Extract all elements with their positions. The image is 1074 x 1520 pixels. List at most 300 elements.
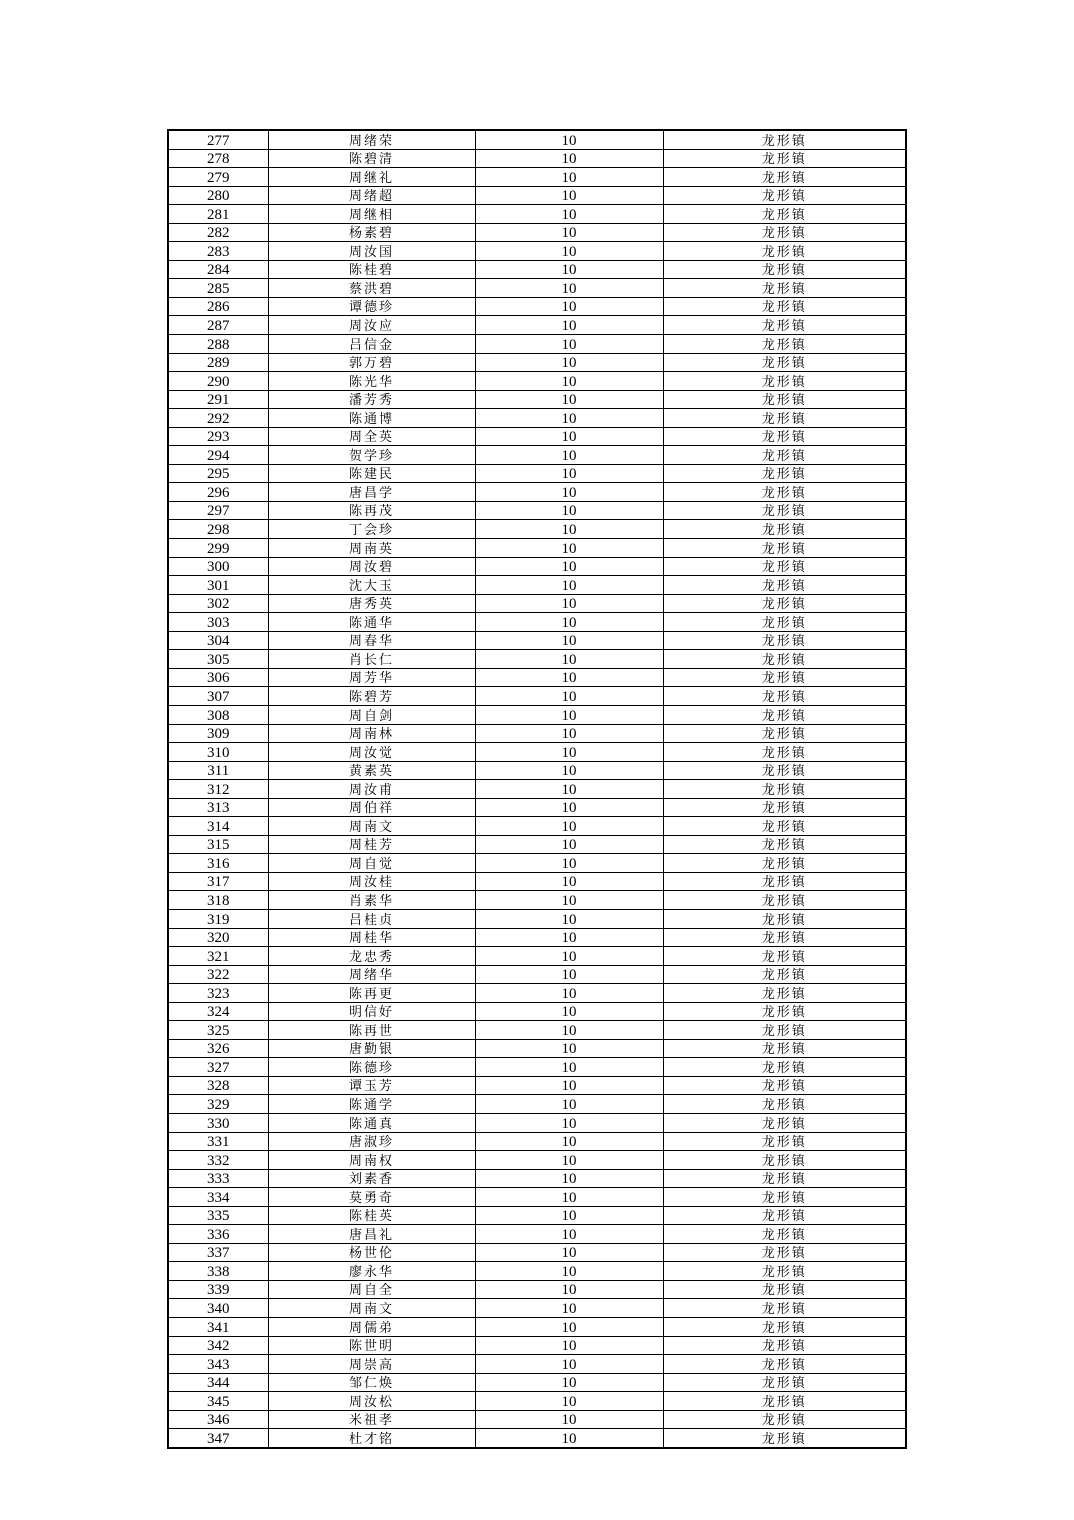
name-cell: 邹仁焕 bbox=[268, 1373, 475, 1392]
table-row bbox=[168, 984, 906, 1003]
town-cell: 龙形镇 bbox=[663, 576, 906, 595]
town-cell: 龙形镇 bbox=[663, 464, 906, 483]
amount-cell: 10 bbox=[475, 613, 663, 632]
row-number-cell: 300 bbox=[168, 557, 268, 576]
amount-cell: 10 bbox=[475, 872, 663, 891]
town-cell: 龙形镇 bbox=[663, 557, 906, 576]
name-cell: 潘芳秀 bbox=[268, 390, 475, 409]
table-row bbox=[168, 1336, 906, 1355]
table-row bbox=[168, 613, 906, 632]
table-row bbox=[168, 483, 906, 502]
amount-cell: 10 bbox=[475, 743, 663, 762]
table-row bbox=[168, 1243, 906, 1262]
row-number-cell: 304 bbox=[168, 631, 268, 650]
amount-cell: 10 bbox=[475, 1039, 663, 1058]
row-number-cell: 306 bbox=[168, 668, 268, 687]
row-number-cell: 330 bbox=[168, 1113, 268, 1132]
row-number-cell: 279 bbox=[168, 168, 268, 187]
name-cell: 周汝国 bbox=[268, 242, 475, 261]
table-row bbox=[168, 1318, 906, 1337]
name-cell: 陈再更 bbox=[268, 984, 475, 1003]
town-cell: 龙形镇 bbox=[663, 1113, 906, 1132]
amount-cell: 10 bbox=[475, 1299, 663, 1318]
amount-cell: 10 bbox=[475, 242, 663, 261]
table-row bbox=[168, 576, 906, 595]
row-number-cell: 314 bbox=[168, 817, 268, 836]
town-cell: 龙形镇 bbox=[663, 761, 906, 780]
roster-table-body bbox=[168, 130, 906, 1448]
town-cell: 龙形镇 bbox=[663, 520, 906, 539]
table-row bbox=[168, 1039, 906, 1058]
row-number-cell: 287 bbox=[168, 316, 268, 335]
town-cell: 龙形镇 bbox=[663, 1373, 906, 1392]
table-row bbox=[168, 1058, 906, 1077]
town-cell: 龙形镇 bbox=[663, 1188, 906, 1207]
row-number-cell: 305 bbox=[168, 650, 268, 669]
table-row bbox=[168, 1076, 906, 1095]
town-cell: 龙形镇 bbox=[663, 1095, 906, 1114]
table-row bbox=[168, 891, 906, 910]
table-row bbox=[168, 1225, 906, 1244]
name-cell: 周芳华 bbox=[268, 668, 475, 687]
table-row bbox=[168, 501, 906, 520]
name-cell: 唐秀英 bbox=[268, 594, 475, 613]
row-number-cell: 284 bbox=[168, 260, 268, 279]
town-cell: 龙形镇 bbox=[663, 1262, 906, 1281]
table-row bbox=[168, 965, 906, 984]
row-number-cell: 301 bbox=[168, 576, 268, 595]
row-number-cell: 332 bbox=[168, 1151, 268, 1170]
table-row bbox=[168, 446, 906, 465]
row-number-cell: 296 bbox=[168, 483, 268, 502]
amount-cell: 10 bbox=[475, 1280, 663, 1299]
name-cell: 蔡洪碧 bbox=[268, 279, 475, 298]
town-cell: 龙形镇 bbox=[663, 817, 906, 836]
name-cell: 周桂华 bbox=[268, 928, 475, 947]
row-number-cell: 297 bbox=[168, 501, 268, 520]
row-number-cell: 344 bbox=[168, 1373, 268, 1392]
name-cell: 周汝甫 bbox=[268, 780, 475, 799]
town-cell: 龙形镇 bbox=[663, 168, 906, 187]
town-cell: 龙形镇 bbox=[663, 390, 906, 409]
row-number-cell: 293 bbox=[168, 427, 268, 446]
row-number-cell: 319 bbox=[168, 909, 268, 928]
name-cell: 周绪华 bbox=[268, 965, 475, 984]
table-row bbox=[168, 743, 906, 762]
town-cell: 龙形镇 bbox=[663, 631, 906, 650]
town-cell: 龙形镇 bbox=[663, 705, 906, 724]
table-row bbox=[168, 557, 906, 576]
amount-cell: 10 bbox=[475, 1058, 663, 1077]
table-row bbox=[168, 909, 906, 928]
name-cell: 周南文 bbox=[268, 1299, 475, 1318]
row-number-cell: 282 bbox=[168, 223, 268, 242]
name-cell: 龙忠秀 bbox=[268, 947, 475, 966]
town-cell: 龙形镇 bbox=[663, 335, 906, 354]
row-number-cell: 341 bbox=[168, 1318, 268, 1337]
row-number-cell: 285 bbox=[168, 279, 268, 298]
row-number-cell: 302 bbox=[168, 594, 268, 613]
amount-cell: 10 bbox=[475, 260, 663, 279]
amount-cell: 10 bbox=[475, 668, 663, 687]
row-number-cell: 345 bbox=[168, 1392, 268, 1411]
row-number-cell: 311 bbox=[168, 761, 268, 780]
table-row bbox=[168, 130, 906, 149]
table-row bbox=[168, 520, 906, 539]
table-row bbox=[168, 650, 906, 669]
amount-cell: 10 bbox=[475, 1429, 663, 1448]
table-row bbox=[168, 724, 906, 743]
town-cell: 龙形镇 bbox=[663, 1132, 906, 1151]
name-cell: 陈桂英 bbox=[268, 1206, 475, 1225]
town-cell: 龙形镇 bbox=[663, 1076, 906, 1095]
amount-cell: 10 bbox=[475, 854, 663, 873]
name-cell: 明信好 bbox=[268, 1002, 475, 1021]
town-cell: 龙形镇 bbox=[663, 427, 906, 446]
table-row bbox=[168, 1188, 906, 1207]
name-cell: 陈通华 bbox=[268, 613, 475, 632]
town-cell: 龙形镇 bbox=[663, 613, 906, 632]
name-cell: 周春华 bbox=[268, 631, 475, 650]
amount-cell: 10 bbox=[475, 928, 663, 947]
name-cell: 唐昌礼 bbox=[268, 1225, 475, 1244]
row-number-cell: 317 bbox=[168, 872, 268, 891]
name-cell: 周全英 bbox=[268, 427, 475, 446]
town-cell: 龙形镇 bbox=[663, 279, 906, 298]
amount-cell: 10 bbox=[475, 576, 663, 595]
town-cell: 龙形镇 bbox=[663, 1151, 906, 1170]
name-cell: 周绪荣 bbox=[268, 130, 475, 149]
row-number-cell: 309 bbox=[168, 724, 268, 743]
amount-cell: 10 bbox=[475, 390, 663, 409]
name-cell: 周自觉 bbox=[268, 854, 475, 873]
town-cell: 龙形镇 bbox=[663, 780, 906, 799]
row-number-cell: 278 bbox=[168, 149, 268, 168]
table-row bbox=[168, 1113, 906, 1132]
row-number-cell: 339 bbox=[168, 1280, 268, 1299]
amount-cell: 10 bbox=[475, 1188, 663, 1207]
table-row bbox=[168, 835, 906, 854]
table-row bbox=[168, 297, 906, 316]
town-cell: 龙形镇 bbox=[663, 1280, 906, 1299]
name-cell: 周汝松 bbox=[268, 1392, 475, 1411]
amount-cell: 10 bbox=[475, 1095, 663, 1114]
table-row bbox=[168, 353, 906, 372]
row-number-cell: 342 bbox=[168, 1336, 268, 1355]
town-cell: 龙形镇 bbox=[663, 205, 906, 224]
row-number-cell: 324 bbox=[168, 1002, 268, 1021]
name-cell: 周伯祥 bbox=[268, 798, 475, 817]
town-cell: 龙形镇 bbox=[663, 947, 906, 966]
town-cell: 龙形镇 bbox=[663, 1355, 906, 1374]
town-cell: 龙形镇 bbox=[663, 1021, 906, 1040]
town-cell: 龙形镇 bbox=[663, 1206, 906, 1225]
town-cell: 龙形镇 bbox=[663, 1002, 906, 1021]
amount-cell: 10 bbox=[475, 835, 663, 854]
amount-cell: 10 bbox=[475, 1002, 663, 1021]
name-cell: 陈再茂 bbox=[268, 501, 475, 520]
table-row bbox=[168, 242, 906, 261]
name-cell: 丁会珍 bbox=[268, 520, 475, 539]
town-cell: 龙形镇 bbox=[663, 872, 906, 891]
town-cell: 龙形镇 bbox=[663, 1410, 906, 1429]
amount-cell: 10 bbox=[475, 409, 663, 428]
row-number-cell: 298 bbox=[168, 520, 268, 539]
table-row bbox=[168, 1299, 906, 1318]
table-row bbox=[168, 316, 906, 335]
town-cell: 龙形镇 bbox=[663, 891, 906, 910]
amount-cell: 10 bbox=[475, 724, 663, 743]
table-row bbox=[168, 1373, 906, 1392]
table-row bbox=[168, 1206, 906, 1225]
row-number-cell: 289 bbox=[168, 353, 268, 372]
town-cell: 龙形镇 bbox=[663, 1392, 906, 1411]
table-row bbox=[168, 928, 906, 947]
name-cell: 周桂芳 bbox=[268, 835, 475, 854]
table-row bbox=[168, 149, 906, 168]
table-row bbox=[168, 1095, 906, 1114]
town-cell: 龙形镇 bbox=[663, 186, 906, 205]
amount-cell: 10 bbox=[475, 446, 663, 465]
name-cell: 杨世伦 bbox=[268, 1243, 475, 1262]
table-row bbox=[168, 1151, 906, 1170]
amount-cell: 10 bbox=[475, 965, 663, 984]
amount-cell: 10 bbox=[475, 1392, 663, 1411]
town-cell: 龙形镇 bbox=[663, 1318, 906, 1337]
row-number-cell: 290 bbox=[168, 372, 268, 391]
name-cell: 陈通博 bbox=[268, 409, 475, 428]
name-cell: 沈大玉 bbox=[268, 576, 475, 595]
town-cell: 龙形镇 bbox=[663, 223, 906, 242]
row-number-cell: 343 bbox=[168, 1355, 268, 1374]
table-row bbox=[168, 1410, 906, 1429]
table-row bbox=[168, 427, 906, 446]
amount-cell: 10 bbox=[475, 186, 663, 205]
amount-cell: 10 bbox=[475, 650, 663, 669]
town-cell: 龙形镇 bbox=[663, 1243, 906, 1262]
amount-cell: 10 bbox=[475, 1262, 663, 1281]
amount-cell: 10 bbox=[475, 1113, 663, 1132]
amount-cell: 10 bbox=[475, 687, 663, 706]
town-cell: 龙形镇 bbox=[663, 501, 906, 520]
row-number-cell: 308 bbox=[168, 705, 268, 724]
name-cell: 周汝应 bbox=[268, 316, 475, 335]
table-row bbox=[168, 705, 906, 724]
name-cell: 周南林 bbox=[268, 724, 475, 743]
name-cell: 郭万碧 bbox=[268, 353, 475, 372]
name-cell: 刘素香 bbox=[268, 1169, 475, 1188]
row-number-cell: 327 bbox=[168, 1058, 268, 1077]
name-cell: 周绪超 bbox=[268, 186, 475, 205]
table-row bbox=[168, 464, 906, 483]
table-row bbox=[168, 631, 906, 650]
name-cell: 吕信金 bbox=[268, 335, 475, 354]
row-number-cell: 347 bbox=[168, 1429, 268, 1448]
table-row bbox=[168, 223, 906, 242]
amount-cell: 10 bbox=[475, 947, 663, 966]
row-number-cell: 281 bbox=[168, 205, 268, 224]
amount-cell: 10 bbox=[475, 1225, 663, 1244]
name-cell: 莫勇奇 bbox=[268, 1188, 475, 1207]
row-number-cell: 336 bbox=[168, 1225, 268, 1244]
table-row bbox=[168, 372, 906, 391]
town-cell: 龙形镇 bbox=[663, 650, 906, 669]
amount-cell: 10 bbox=[475, 501, 663, 520]
name-cell: 周南权 bbox=[268, 1151, 475, 1170]
table-row bbox=[168, 761, 906, 780]
table-row bbox=[168, 854, 906, 873]
town-cell: 龙形镇 bbox=[663, 483, 906, 502]
amount-cell: 10 bbox=[475, 149, 663, 168]
table-row bbox=[168, 279, 906, 298]
row-number-cell: 335 bbox=[168, 1206, 268, 1225]
table-row bbox=[168, 1002, 906, 1021]
table-row bbox=[168, 1169, 906, 1188]
row-number-cell: 307 bbox=[168, 687, 268, 706]
table-row bbox=[168, 1429, 906, 1448]
row-number-cell: 316 bbox=[168, 854, 268, 873]
amount-cell: 10 bbox=[475, 1336, 663, 1355]
amount-cell: 10 bbox=[475, 1206, 663, 1225]
name-cell: 肖长仁 bbox=[268, 650, 475, 669]
row-number-cell: 323 bbox=[168, 984, 268, 1003]
amount-cell: 10 bbox=[475, 1355, 663, 1374]
town-cell: 龙形镇 bbox=[663, 835, 906, 854]
amount-cell: 10 bbox=[475, 1410, 663, 1429]
amount-cell: 10 bbox=[475, 279, 663, 298]
name-cell: 杜才铭 bbox=[268, 1429, 475, 1448]
row-number-cell: 334 bbox=[168, 1188, 268, 1207]
town-cell: 龙形镇 bbox=[663, 1336, 906, 1355]
roster-table bbox=[167, 129, 907, 1449]
row-number-cell: 288 bbox=[168, 335, 268, 354]
amount-cell: 10 bbox=[475, 1169, 663, 1188]
row-number-cell: 326 bbox=[168, 1039, 268, 1058]
name-cell: 周汝桂 bbox=[268, 872, 475, 891]
table-row bbox=[168, 798, 906, 817]
row-number-cell: 329 bbox=[168, 1095, 268, 1114]
amount-cell: 10 bbox=[475, 168, 663, 187]
row-number-cell: 322 bbox=[168, 965, 268, 984]
town-cell: 龙形镇 bbox=[663, 260, 906, 279]
table-row bbox=[168, 817, 906, 836]
row-number-cell: 320 bbox=[168, 928, 268, 947]
row-number-cell: 310 bbox=[168, 743, 268, 762]
name-cell: 陈世明 bbox=[268, 1336, 475, 1355]
row-number-cell: 295 bbox=[168, 464, 268, 483]
town-cell: 龙形镇 bbox=[663, 353, 906, 372]
town-cell: 龙形镇 bbox=[663, 909, 906, 928]
name-cell: 米祖孝 bbox=[268, 1410, 475, 1429]
name-cell: 陈光华 bbox=[268, 372, 475, 391]
table-row bbox=[168, 780, 906, 799]
town-cell: 龙形镇 bbox=[663, 798, 906, 817]
amount-cell: 10 bbox=[475, 130, 663, 149]
town-cell: 龙形镇 bbox=[663, 854, 906, 873]
name-cell: 吕桂贞 bbox=[268, 909, 475, 928]
town-cell: 龙形镇 bbox=[663, 316, 906, 335]
row-number-cell: 286 bbox=[168, 297, 268, 316]
amount-cell: 10 bbox=[475, 984, 663, 1003]
town-cell: 龙形镇 bbox=[663, 446, 906, 465]
row-number-cell: 294 bbox=[168, 446, 268, 465]
name-cell: 陈桂碧 bbox=[268, 260, 475, 279]
name-cell: 杨素碧 bbox=[268, 223, 475, 242]
amount-cell: 10 bbox=[475, 557, 663, 576]
table-row bbox=[168, 1262, 906, 1281]
row-number-cell: 328 bbox=[168, 1076, 268, 1095]
table-row bbox=[168, 872, 906, 891]
town-cell: 龙形镇 bbox=[663, 539, 906, 558]
table-row bbox=[168, 687, 906, 706]
row-number-cell: 333 bbox=[168, 1169, 268, 1188]
amount-cell: 10 bbox=[475, 1076, 663, 1095]
name-cell: 周崇高 bbox=[268, 1355, 475, 1374]
table-row bbox=[168, 335, 906, 354]
name-cell: 廖永华 bbox=[268, 1262, 475, 1281]
amount-cell: 10 bbox=[475, 223, 663, 242]
amount-cell: 10 bbox=[475, 594, 663, 613]
amount-cell: 10 bbox=[475, 483, 663, 502]
row-number-cell: 313 bbox=[168, 798, 268, 817]
town-cell: 龙形镇 bbox=[663, 965, 906, 984]
name-cell: 陈再世 bbox=[268, 1021, 475, 1040]
table-row bbox=[168, 260, 906, 279]
row-number-cell: 338 bbox=[168, 1262, 268, 1281]
table-row bbox=[168, 539, 906, 558]
amount-cell: 10 bbox=[475, 1021, 663, 1040]
row-number-cell: 337 bbox=[168, 1243, 268, 1262]
amount-cell: 10 bbox=[475, 427, 663, 446]
amount-cell: 10 bbox=[475, 372, 663, 391]
table-row bbox=[168, 1392, 906, 1411]
town-cell: 龙形镇 bbox=[663, 372, 906, 391]
amount-cell: 10 bbox=[475, 909, 663, 928]
row-number-cell: 321 bbox=[168, 947, 268, 966]
town-cell: 龙形镇 bbox=[663, 687, 906, 706]
amount-cell: 10 bbox=[475, 1151, 663, 1170]
amount-cell: 10 bbox=[475, 798, 663, 817]
name-cell: 唐昌学 bbox=[268, 483, 475, 502]
name-cell: 周继礼 bbox=[268, 168, 475, 187]
row-number-cell: 315 bbox=[168, 835, 268, 854]
amount-cell: 10 bbox=[475, 1132, 663, 1151]
name-cell: 周儒弟 bbox=[268, 1318, 475, 1337]
town-cell: 龙形镇 bbox=[663, 1429, 906, 1448]
table-row bbox=[168, 186, 906, 205]
name-cell: 肖素华 bbox=[268, 891, 475, 910]
town-cell: 龙形镇 bbox=[663, 594, 906, 613]
amount-cell: 10 bbox=[475, 1373, 663, 1392]
name-cell: 黄素英 bbox=[268, 761, 475, 780]
amount-cell: 10 bbox=[475, 335, 663, 354]
name-cell: 陈建民 bbox=[268, 464, 475, 483]
amount-cell: 10 bbox=[475, 1318, 663, 1337]
row-number-cell: 331 bbox=[168, 1132, 268, 1151]
amount-cell: 10 bbox=[475, 316, 663, 335]
table-row bbox=[168, 1280, 906, 1299]
name-cell: 周汝碧 bbox=[268, 557, 475, 576]
table-row bbox=[168, 409, 906, 428]
name-cell: 陈德珍 bbox=[268, 1058, 475, 1077]
amount-cell: 10 bbox=[475, 817, 663, 836]
table-row bbox=[168, 668, 906, 687]
town-cell: 龙形镇 bbox=[663, 297, 906, 316]
name-cell: 陈碧芳 bbox=[268, 687, 475, 706]
town-cell: 龙形镇 bbox=[663, 149, 906, 168]
row-number-cell: 340 bbox=[168, 1299, 268, 1318]
table-row bbox=[168, 947, 906, 966]
